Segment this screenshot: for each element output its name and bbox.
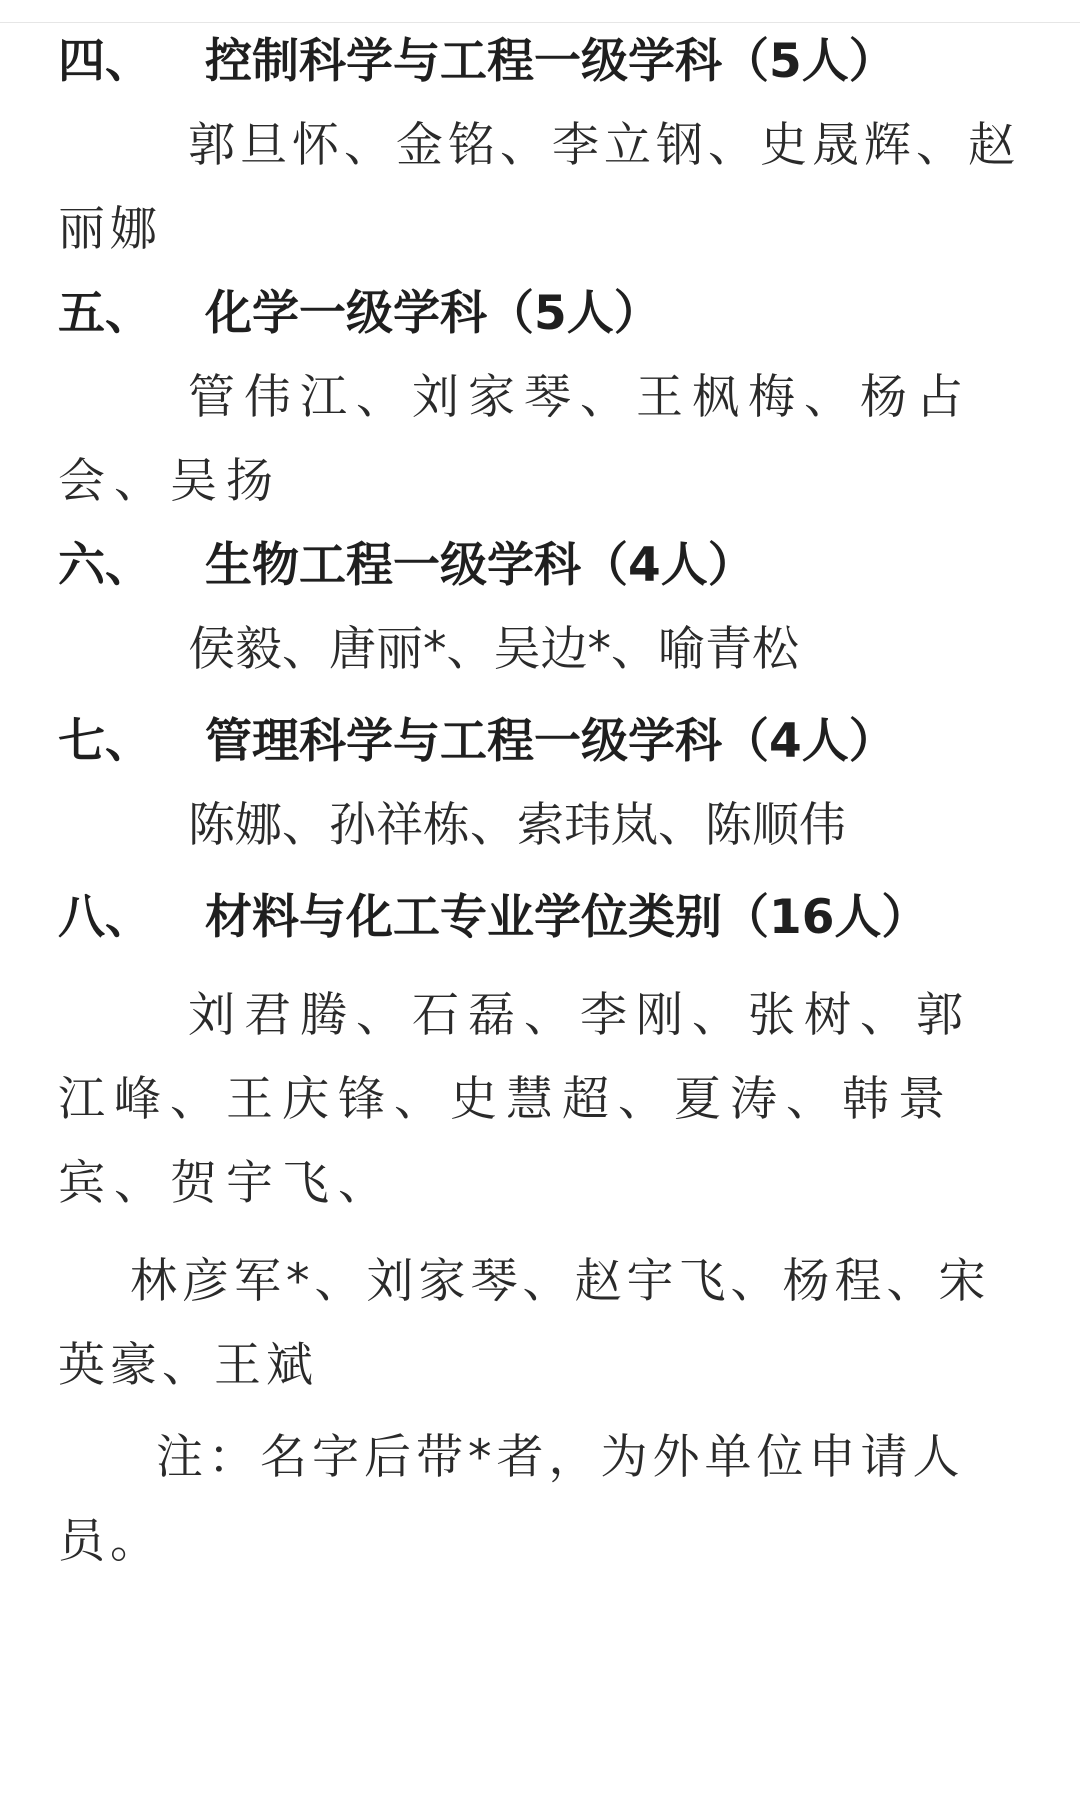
section-title: 材料与化工专业学位类别（16人） xyxy=(205,890,929,945)
name-list-continued: 林彦军*、刘家琴、赵宇飞、杨程、宋英豪、王斌 xyxy=(58,1254,991,1393)
name-list: 管伟江、刘家琴、王枫梅、杨占会、吴扬 xyxy=(58,370,972,509)
section-number: 八、 xyxy=(58,890,152,945)
section-heading xyxy=(58,700,1026,784)
document-body xyxy=(58,20,1026,1584)
spacer xyxy=(58,960,1026,974)
footnote: 注：名字后带*者，为外单位申请人员。 xyxy=(58,1430,965,1569)
section-6 xyxy=(58,524,1026,692)
name-list: 侯毅、唐丽*、吴边*、喻青松 xyxy=(188,622,799,677)
section-4 xyxy=(58,20,1026,272)
section-heading xyxy=(58,876,1026,960)
spacer xyxy=(58,692,1026,700)
section-5 xyxy=(58,272,1026,524)
spacer xyxy=(58,1226,1026,1240)
section-number: 六、 xyxy=(58,538,152,593)
section-heading xyxy=(58,524,1026,608)
section-title: 控制科学与工程一级学科（5人） xyxy=(205,34,896,89)
section-number: 五、 xyxy=(58,286,152,341)
spacer xyxy=(58,1408,1026,1416)
section-heading xyxy=(58,20,1026,104)
section-7 xyxy=(58,700,1026,868)
name-list: 刘君腾、石磊、李刚、张树、郭江峰、王庆锋、史慧超、夏涛、韩景宾、贺宇飞、 xyxy=(58,988,972,1211)
name-list: 郭旦怀、金铭、李立钢、史晟辉、赵丽娜 xyxy=(58,118,1020,257)
section-number: 四、 xyxy=(58,34,152,89)
section-heading xyxy=(58,272,1026,356)
spacer xyxy=(58,868,1026,876)
section-title: 生物工程一级学科（4人） xyxy=(205,538,755,593)
section-number: 七、 xyxy=(58,714,152,769)
section-title: 化学一级学科（5人） xyxy=(205,286,661,341)
name-list: 陈娜、孙祥栋、索玮岚、陈顺伟 xyxy=(188,798,846,853)
section-title: 管理科学与工程一级学科（4人） xyxy=(205,714,896,769)
section-8 xyxy=(58,876,1026,1408)
